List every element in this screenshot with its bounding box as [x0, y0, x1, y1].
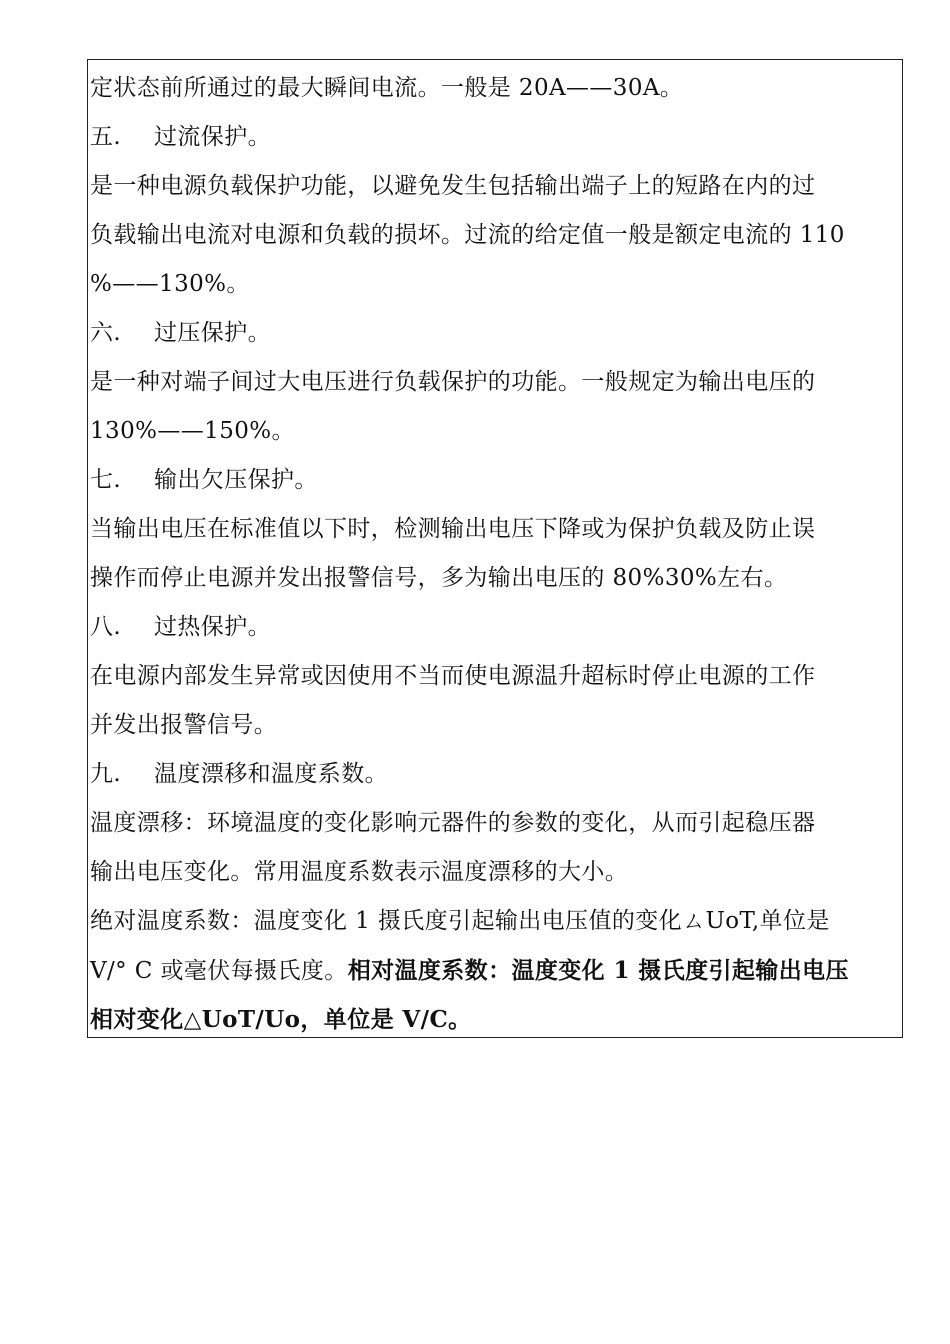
section-heading-9	[90, 750, 900, 799]
section-number: 五.	[90, 124, 122, 150]
text-line: 绝对温度系数：温度变化 1 摄氏度引起输出电压值的变化ㄙUoT,单位是	[90, 908, 830, 934]
section-number: 八.	[90, 614, 122, 640]
text-line: 输出电压变化。常用温度系数表示温度漂移的大小。	[90, 859, 629, 885]
text-line: 并发出报警信号。	[90, 712, 278, 738]
text-line: 操作而停止电源并发出报警信号，多为输出电压的 80%30%左右。	[90, 565, 788, 591]
text-line: 当输出电压在标准值以下时，检测输出电压下降或为保护负载及防止误	[90, 516, 816, 542]
section-heading-5	[90, 113, 900, 162]
section-heading-8	[90, 603, 900, 652]
text-line: 130%——150%。	[90, 418, 295, 444]
section-number: 七.	[90, 467, 122, 493]
text-line: 温度漂移：环境温度的变化影响元器件的参数的变化，从而引起稳压器	[90, 810, 816, 836]
section-title: 输出欠压保护。	[154, 467, 318, 493]
section-number: 六.	[90, 320, 122, 346]
text-line: 是一种电源负载保护功能，以避免发生包括输出端子上的短路在内的过	[90, 173, 816, 199]
bold-text-segment: 相对温度系数：温度变化 1 摄氏度引起输出电压	[347, 957, 849, 984]
section-title: 过流保护。	[154, 124, 271, 150]
text-segment: V/° C 或毫伏每摄氏度。	[90, 958, 348, 984]
text-line: 定状态前所通过的最大瞬间电流。一般是 20A——30A。	[90, 75, 684, 101]
text-line: 在电源内部发生异常或因使用不当而使电源温升超标时停止电源的工作	[90, 663, 816, 689]
section-title: 过热保护。	[154, 614, 271, 640]
section-title: 温度漂移和温度系数。	[154, 761, 388, 787]
section-heading-7	[90, 456, 900, 505]
bold-text-line: 相对变化△UoT/Uo，单位是 V/C。	[90, 1006, 472, 1033]
text-line: %——130%。	[90, 271, 250, 297]
text-line: 是一种对端子间过大电压进行负载保护的功能。一般规定为输出电压的	[90, 369, 816, 395]
section-heading-6	[90, 309, 900, 358]
document-frame	[87, 59, 903, 1038]
section-title: 过压保护。	[154, 320, 271, 346]
text-line	[90, 946, 900, 995]
section-number: 九.	[90, 761, 122, 787]
text-line: 负载输出电流对电源和负载的损坏。过流的给定值一般是额定电流的 110	[90, 222, 845, 248]
